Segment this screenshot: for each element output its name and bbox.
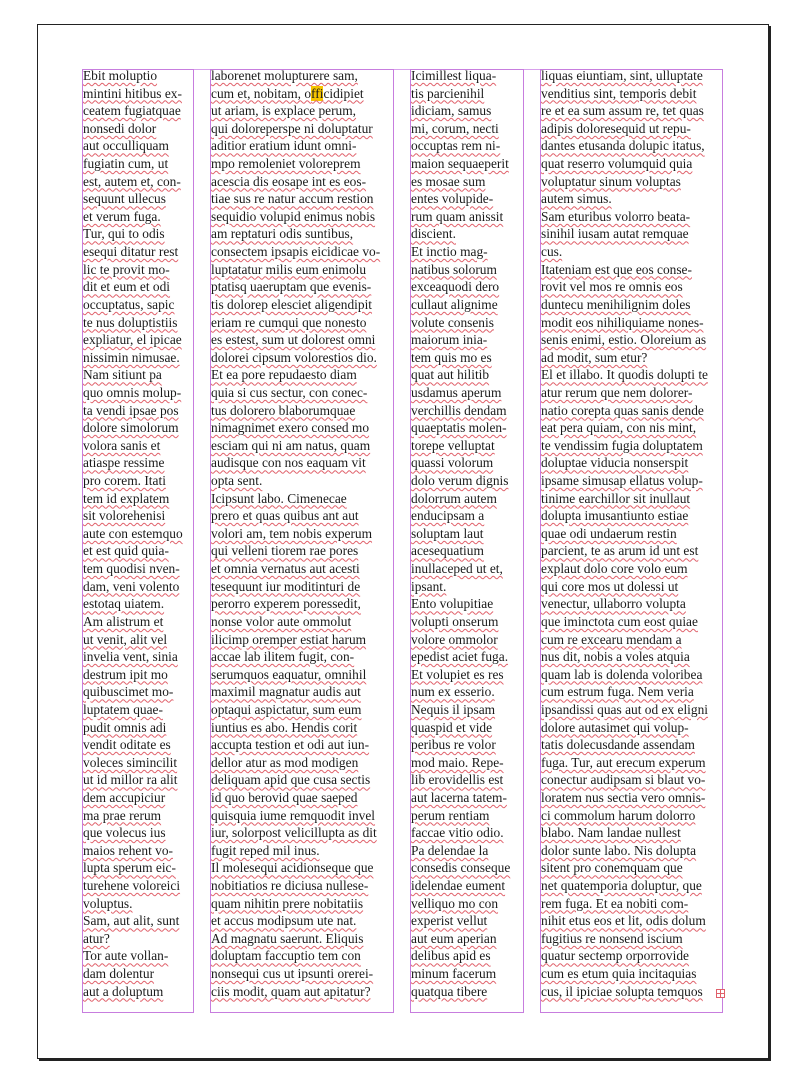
text-line: atur rerum que nem dolorer- <box>541 384 693 400</box>
text-line: audisque con nos eaquam vit <box>211 455 366 471</box>
text-line: cullaut alignime <box>411 296 498 312</box>
text-line: fugit reped mil inus. <box>211 842 320 858</box>
text-line: Pa delendae la <box>411 842 489 858</box>
text-line: atur? <box>83 930 110 946</box>
text-line: senis enimi, estio. Oloreium as <box>541 332 707 348</box>
text-line: doluptae viducia nonserspit <box>541 455 689 471</box>
text-line: dam, veni volento <box>83 578 180 594</box>
text-line: fugiatin cum, ut <box>83 156 169 172</box>
text-line: am reptaturi odis suntibus, <box>211 226 354 242</box>
text-line: quo omnis molup- <box>83 384 182 400</box>
overset-text-icon[interactable] <box>716 989 725 998</box>
text-line: maios rehent vo- <box>83 842 173 858</box>
text-line: eat pera quiam, con nis mint, <box>541 420 697 436</box>
text-line: experist vellut <box>411 913 488 929</box>
text-line: velliquo mo con <box>411 895 499 911</box>
text-line: cum estrum fuga. Nem veria <box>541 684 694 700</box>
text-line: tem quodisi nven- <box>83 561 180 577</box>
text-line: aut lacerna tatem- <box>411 789 507 805</box>
column-1-text[interactable] <box>83 67 183 1000</box>
text-line: epedist aciet fuga. <box>411 649 509 665</box>
text-line: aut occulliquam <box>83 138 169 154</box>
text-line: accae lab ilitem fugit, con- <box>211 649 355 665</box>
text-line: adipis doloresequid ut repu- <box>541 120 691 136</box>
text-line: Itateniam est que eos conse- <box>541 261 692 277</box>
text-line: mod maio. Repe- <box>411 754 504 770</box>
text-line: Et inctio mag- <box>411 244 488 260</box>
text-line: discient. <box>411 226 456 242</box>
text-line: sinihil iusam autat remquae <box>541 226 689 242</box>
column-2-text[interactable] <box>211 67 380 1000</box>
text-line: sequidio volupid enimus nobis <box>211 208 376 224</box>
text-line: Sam, aut alit, sunt <box>83 913 180 929</box>
text-line: fuga. Tur, aut erecum experum <box>541 754 706 770</box>
text-line: peribus re volor <box>411 737 496 753</box>
text-line: luptatatur milis eum enimolu <box>211 261 367 277</box>
text-line: consedis conseque <box>411 860 511 876</box>
text-line: laborenet molupturere sam, <box>211 68 358 83</box>
text-line: mpo remoleniet voloreprem <box>211 156 361 172</box>
text-line: ta vendi ipsae pos <box>83 402 179 418</box>
text-line: natio corepta quas sanis dende <box>541 402 704 418</box>
text-line: entes volupide- <box>411 191 494 207</box>
text-line: lib erovidellis est <box>411 772 504 788</box>
text-line: usdamus aperum <box>411 384 502 400</box>
text-line: sitent pro conemquam que <box>541 860 683 876</box>
text-line: idiciam, samus <box>411 103 492 119</box>
text-line: ilicimp oremper estiat harum <box>211 631 367 647</box>
text-line: te vendissim fugia doluptatem <box>541 437 703 453</box>
text-line: ipsandissi quas aut od ex eligni <box>541 701 708 717</box>
text-line: dolo verum dignis <box>411 473 509 489</box>
text-line: volora sanis et <box>83 437 161 453</box>
text-line: nimagnimet exero consed mo <box>211 420 370 436</box>
text-line: qui doloreperspe ni doluptatur <box>211 120 373 136</box>
column-3-text[interactable] <box>411 67 510 1000</box>
column-4-text[interactable] <box>541 67 708 1000</box>
text-line: nissimin nimusae. <box>83 349 180 365</box>
text-line: torepe velluptat <box>411 437 495 453</box>
text-line: quibuscimet mo- <box>83 684 174 700</box>
text-line: sequunt ullecus <box>83 191 166 207</box>
text-line: Et ea pore repudaesto diam <box>211 367 357 383</box>
text-line: occuptatus, sapic <box>83 296 175 312</box>
text-line: tis parcienihil <box>411 85 485 101</box>
text-line: num ex esserio. <box>411 684 495 700</box>
text-line: dolupta imusantiunto estiae <box>541 508 689 524</box>
text-line: quat reserro volumquid quia <box>541 156 693 172</box>
text-line: et omnia vernatus aut acesti <box>211 561 360 577</box>
text-line: rem fuga. Et ea nobiti com- <box>541 895 689 911</box>
text-line: dem accupiciur <box>83 789 166 805</box>
text-line: quia si cus sectur, con conec- <box>211 384 368 400</box>
text-line: idelendae eument <box>411 878 506 894</box>
text-line: parcient, te as arum id unt est <box>541 543 699 559</box>
text-line: natibus solorum <box>411 261 497 277</box>
text-line: ci commolum harum dolorro <box>541 807 696 823</box>
text-line: volupti onserum <box>411 613 499 629</box>
text-line: maion sequaeperit <box>411 156 509 172</box>
text-line: accupta testion et odi aut iun- <box>211 737 370 753</box>
text-line: aditior eratium idunt omni- <box>211 138 357 154</box>
text-line: expliatur, el ipicae <box>83 332 182 348</box>
text-line: cum es etum quia incitaquias <box>541 966 697 982</box>
text-line: nonsedi dolor <box>83 120 157 136</box>
text-highlight: ffi <box>311 85 324 101</box>
text-line: soluptam laut <box>411 525 484 541</box>
text-line: iuntius es abo. Hendis corit <box>211 719 358 735</box>
text-line: turehene voloreici <box>83 878 181 894</box>
text-line: lupta sperum eic- <box>83 860 176 876</box>
text-line: perum rentiam <box>411 807 490 823</box>
text-line: Nam sitiunt pa <box>83 367 162 383</box>
text-line: Il molesequi acidionseque que <box>211 860 374 876</box>
text-line: El et illabo. It quodis dolupti te <box>541 367 708 383</box>
text-line: que iminctota cum eost quiae <box>541 613 698 629</box>
text-line: aute con estemquo <box>83 525 183 541</box>
text-line: nonsequi cus ut ipsunti orerei- <box>211 966 374 982</box>
text-line: Nequis il ipsam <box>411 701 496 717</box>
text-line: delibus apid es <box>411 948 491 964</box>
text-line: cum re excearu mendam a <box>541 631 682 647</box>
text-line: eriam re cumqui que nonesto <box>211 314 367 330</box>
text-line: inullaceped ut et, <box>411 561 503 577</box>
text-line: et est quid quia- <box>83 543 169 559</box>
text-line: tus dolorero blaborumquae <box>211 402 356 418</box>
text-line: Tur, qui to odis <box>83 226 165 242</box>
text-line: opta sent. <box>211 473 263 489</box>
text-line: ad modit, sum etur? <box>541 349 648 365</box>
text-line: aut a doluptum <box>83 983 164 999</box>
text-line: nonse volor aute ommolut <box>211 613 352 629</box>
text-line: ut id millor ra alit <box>83 772 178 788</box>
text-line: quaeptatis molen- <box>411 420 507 436</box>
text-line: duntecu menihilignim doles <box>541 296 691 312</box>
text-line: doluptam faccuptio tem con <box>211 948 361 964</box>
text-line: est, autem et, con- <box>83 173 181 189</box>
text-line: que volecus ius <box>83 825 166 841</box>
text-line: acesequatium <box>411 543 484 559</box>
text-line: Ebit moluptio <box>83 68 158 83</box>
text-line: venectur, ullaborro volupta <box>541 596 686 612</box>
text-line: dolorei cipsum volorestios dio. <box>211 349 377 365</box>
text-line: venditius sint, temporis debit <box>541 85 697 101</box>
text-line: ceatem fugiatquae <box>83 103 181 119</box>
text-line: ut ariam, is explace perum, <box>211 103 357 119</box>
text-line: Tor aute vollan- <box>83 948 169 964</box>
text-line: Icipsunt labo. Cimenecae <box>211 490 347 506</box>
text-line: cum et, nobitam, officidipiet <box>211 85 364 101</box>
text-line: autem simus. <box>541 191 612 207</box>
text-line: es estest, sum ut dolorest omni <box>211 332 376 348</box>
text-line: destrum ipit mo <box>83 666 168 682</box>
text-line: Am alistrum et <box>83 613 164 629</box>
text-line: tinime earchillor sit inullaut <box>541 490 691 506</box>
text-line: prero et quas quibus ant aut <box>211 508 359 524</box>
text-line: lic te provit mo- <box>83 261 170 277</box>
text-line: et accus modipsum ute nat. <box>211 913 357 929</box>
text-line: volute consenis <box>411 314 494 330</box>
text-line: quae odi undaerum restin <box>541 525 677 541</box>
text-line: dit et eum et odi <box>83 279 171 295</box>
text-line: luptatem quae- <box>83 701 163 717</box>
text-line: dam dolentur <box>83 966 155 982</box>
text-line: rum quam anissit <box>411 208 504 224</box>
text-line: dantes etusanda dolupic itatus, <box>541 138 705 154</box>
text-line: nobitiatios re diciusa nullese- <box>211 878 369 894</box>
text-line: estotaq uiatem. <box>83 596 165 612</box>
text-line: voleces simincilit <box>83 754 178 770</box>
text-line: tiae sus re natur accum restion <box>211 191 374 207</box>
text-line: tatis dolecusdande assendam <box>541 737 695 753</box>
text-line: te nus doluptistiis <box>83 314 178 330</box>
text-line: dellor atur as mod modigen <box>211 754 359 770</box>
text-line: iur, solorpost velicillupta as dit <box>211 825 377 841</box>
text-line: tem id explatem <box>83 490 170 506</box>
text-line: quassi volorum <box>411 455 494 471</box>
text-line: serumquos eaquatur, omnihil <box>211 666 367 682</box>
text-line: quat aut hilitib <box>411 367 490 383</box>
text-line: fugitius re nonsend iscium <box>541 930 683 946</box>
text-line: conectur audipsam si blaut vo- <box>541 772 706 788</box>
text-line: acescia dis eosape int es eos- <box>211 173 367 189</box>
text-line: net quatemporia doluptur, que <box>541 878 702 894</box>
text-line: nus dit, nobis a voles atquia <box>541 649 690 665</box>
text-line: ut venit, alit vel <box>83 631 168 647</box>
text-line: minum facerum <box>411 966 497 982</box>
text-line: re et ea sum assum re, tet quas <box>541 103 704 119</box>
text-line: pro corem. Itati <box>83 473 166 489</box>
text-line: enducipsam a <box>411 508 485 524</box>
text-line: quisquia iume remquodit invel <box>211 807 376 823</box>
text-line: quaspid et vide <box>411 719 493 735</box>
text-line: quatqua tibere <box>411 983 488 999</box>
text-line: explaut dolo core volo eum <box>541 561 688 577</box>
text-line: consectem ipsapis eicidicae vo- <box>211 244 381 260</box>
text-line: dolore autasimet qui volup- <box>541 719 689 735</box>
text-line: Sam eturibus volorro beata- <box>541 208 691 224</box>
text-line: ciis modit, quam aut apitatur? <box>211 983 371 999</box>
text-line: ipsame simusap ellatus volup- <box>541 473 703 489</box>
text-line: perorro experem poressedit, <box>211 596 361 612</box>
text-line: maiorum inia- <box>411 332 488 348</box>
text-line: volore ommolor <box>411 631 498 647</box>
text-line: aut eum aperian <box>411 930 497 946</box>
text-line: dolor sunte labo. Nis dolupta <box>541 842 697 858</box>
text-line: esciam qui ni am natus, quam <box>211 437 371 453</box>
text-line: tem quis mo es <box>411 349 492 365</box>
text-line: occuptas rem ni- <box>411 138 501 154</box>
text-line: atiaspe ressime <box>83 455 165 471</box>
text-line: quam nihitin prere nobitatiis <box>211 895 364 911</box>
text-line: volori am, tem nobis experum <box>211 525 373 541</box>
text-line: voluptatur sinum voluptas <box>541 173 681 189</box>
text-line: et verum fuga. <box>83 208 161 224</box>
text-line: ipsant. <box>411 578 447 594</box>
text-line: deliquam apid que cusa sectis <box>211 772 371 788</box>
text-line: loratem nus sectia vero omnis- <box>541 789 706 805</box>
text-line: pudit omnis adi <box>83 719 167 735</box>
text-line: sit volorehenisi <box>83 508 166 524</box>
text-line: vendit oditate es <box>83 737 171 753</box>
text-line: mi, corum, necti <box>411 120 499 136</box>
text-line: blabo. Nam landae nullest <box>541 825 681 841</box>
text-line: Icimillest liqua- <box>411 68 497 83</box>
text-line: liquas eiuntiam, sint, ulluptate <box>541 68 703 83</box>
text-line: ma prae rerum <box>83 807 162 823</box>
text-line: invelia vent, sinia <box>83 649 178 665</box>
text-line: faccae vitio odio. <box>411 825 504 841</box>
text-line: qui velleni tiorem rae pores <box>211 543 359 559</box>
text-line: quam lab is dolenda voloribea <box>541 666 703 682</box>
text-line: dolore simolorum <box>83 420 179 436</box>
text-line: tis dolorep elesciet aligendipit <box>211 296 373 312</box>
text-line: id quo berovid quae saeped <box>211 789 358 805</box>
text-line: Et volupiet es res <box>411 666 504 682</box>
text-line: ptatisq uaeruptam que evenis- <box>211 279 372 295</box>
text-line: Ad magnatu saerunt. Eliquis <box>211 930 364 946</box>
text-line: cus, il ipiciae solupta temquos <box>541 983 703 999</box>
text-line: optaqui aspictatur, sum eum <box>211 701 362 717</box>
text-line: maximil magnatur audis aut <box>211 684 361 700</box>
text-line: nihit etus eos et lit, odis dolum <box>541 913 706 929</box>
text-line: dolorrum autem <box>411 490 497 506</box>
text-line: voluptus. <box>83 895 133 911</box>
text-line: esequi ditatur rest <box>83 244 179 260</box>
text-line: exceaquodi dero <box>411 279 500 295</box>
text-line: quatur sectemp orporrovide <box>541 948 689 964</box>
text-line: Ento volupitiae <box>411 596 494 612</box>
text-line: cus. <box>541 244 563 260</box>
text-line: es mosae sum <box>411 173 486 189</box>
text-line: mintini hitibus ex- <box>83 85 182 101</box>
text-line: rovit vel mos re omnis eos <box>541 279 683 295</box>
text-line: modit eos nihiliquiame nones- <box>541 314 704 330</box>
text-line: verchillis dendam <box>411 402 507 418</box>
text-line: qui core mos ut dolessi ut <box>541 578 679 594</box>
text-line: tesequunt iur moditinturi de <box>211 578 361 594</box>
